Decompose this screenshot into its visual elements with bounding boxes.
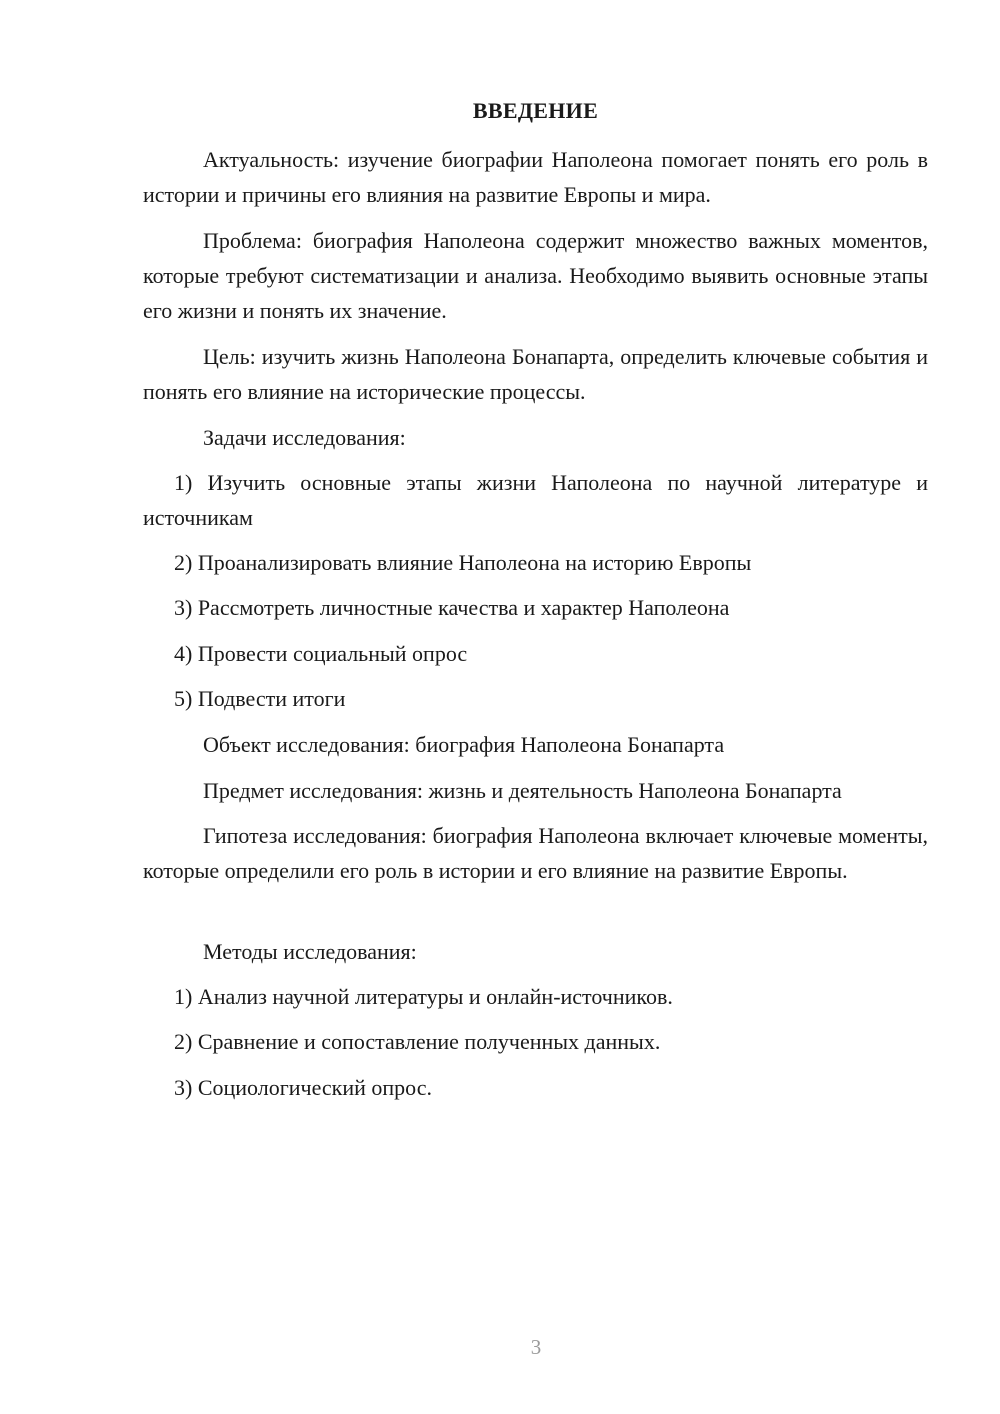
task-item-5: 5) Подвести итоги	[174, 686, 346, 711]
task-item-4: 4) Провести социальный опрос	[174, 641, 468, 666]
page-title: ВВЕДЕНИЕ	[472, 98, 599, 123]
method-item-2: 2) Сравнение и сопоставление полученных данных.	[174, 1029, 661, 1054]
problem-paragraph: Проблема: биография Наполеона содержит множество важных моментов, которые требуют систематизации и анализа. Необходимо выявить основные этапы его жизни и понять их значение.	[143, 228, 928, 323]
hypothesis-paragraph: Гипотеза исследования: биография Наполеона включает ключевые моменты, которые определили его роль в истории и его влияние на развитие Европы.	[143, 823, 928, 883]
subject-paragraph: Предмет исследования: жизнь и деятельность Наполеона Бонапарта	[203, 778, 842, 803]
task-item-2: 2) Проанализировать влияние Наполеона на историю Европы	[174, 550, 752, 575]
task-item-3: 3) Рассмотреть личностные качества и характер Наполеона	[174, 595, 730, 620]
methods-heading: Методы исследования:	[203, 939, 417, 964]
tasks-heading: Задачи исследования:	[203, 425, 406, 450]
object-paragraph: Объект исследования: биография Наполеона Бонапарта	[203, 732, 725, 757]
task-item-1: 1) Изучить основные этапы жизни Наполеона по научной литературе и источникам	[143, 470, 928, 530]
relevance-paragraph: Актуальность: изучение биографии Наполеона помогает понять его роль в истории и причины его влияния на развитие Европы и мира.	[143, 147, 928, 207]
method-item-1: 1) Анализ научной литературы и онлайн-источников.	[174, 984, 673, 1009]
method-item-3: 3) Социологический опрос.	[174, 1075, 432, 1100]
goal-paragraph: Цель: изучить жизнь Наполеона Бонапарта, определить ключевые события и понять его влияние на исторические процессы.	[143, 344, 928, 404]
page-number: 3	[530, 1335, 542, 1359]
